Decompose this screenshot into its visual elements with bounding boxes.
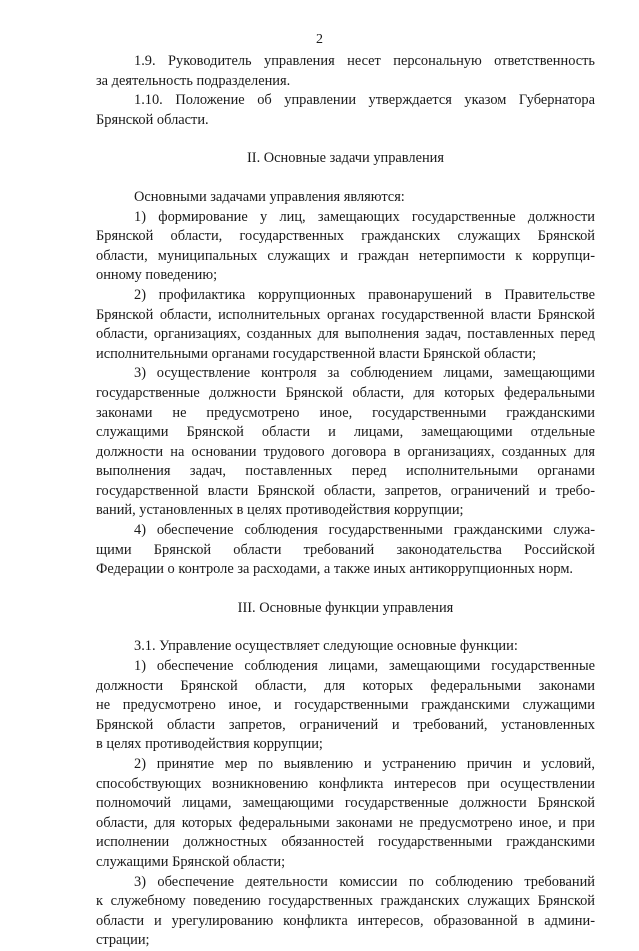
text-line: 1.9. Руководитель управления несет персональную ответственность xyxy=(134,53,595,69)
text-line: не предусмотрено иное, и государственными гражданскими служащими xyxy=(96,697,595,714)
text-line: 3) осуществление контроля за соблюдением лицами, замещающими xyxy=(134,365,595,382)
text-line: ваний, установленных в целях противодействия коррупции; xyxy=(96,502,464,519)
paragraph xyxy=(96,873,595,951)
paragraph xyxy=(96,521,595,580)
paragraph xyxy=(96,657,595,755)
text-line: 4) обеспечение соблюдения государственными гражданскими служа- xyxy=(134,522,595,539)
text-line: в целях противодействия коррупции; xyxy=(96,736,323,753)
paragraph xyxy=(96,52,595,91)
text-line: способствующих возникновению конфликта интересов при осуществлении xyxy=(96,775,595,792)
paragraph xyxy=(96,208,595,286)
text-line: 2) принятие мер по выявлению и устранению причин и условий, xyxy=(134,756,595,772)
text-line: Брянской области запретов, ограничений и требований, установленных xyxy=(96,716,595,733)
text-line: Брянской области, государственных гражданских служащих Брянской xyxy=(96,228,595,245)
text-line: 1) обеспечение соблюдения лицами, замещающими государственные xyxy=(134,658,595,675)
block-gap xyxy=(96,130,595,149)
text-line: должности Брянской области, для которых федеральными законами xyxy=(96,677,595,694)
paragraph xyxy=(96,188,595,208)
text-line: 1) формирование у лиц, замещающих государственные должности xyxy=(134,208,595,225)
text-line: служащими Брянской области и лицами, замещающими отдельные xyxy=(96,424,595,441)
text-line: служащими Брянской области; xyxy=(96,853,286,870)
text-line: Брянской области, исполнительных органах государственной власти Брянской xyxy=(96,306,595,323)
text-line: исполнительными органами государственной власти Брянской области; xyxy=(96,345,537,362)
paragraph xyxy=(96,637,595,657)
text-line: выполнения задач, поставленных перед исполнительными органами xyxy=(96,463,595,480)
paragraph xyxy=(96,755,595,873)
text-line: области, муниципальных служащих и граждан нетерпимости к коррупци- xyxy=(96,247,595,264)
text-line: к служебному поведению государственных гражданских служащих Брянской xyxy=(96,893,595,910)
section-heading: III. Основные функции управления xyxy=(237,599,454,616)
text-line: страции; xyxy=(96,932,150,949)
text-line: Брянской области. xyxy=(96,111,209,128)
block-gap xyxy=(96,169,595,188)
text-line: 3.1. Управление осуществляет следующие основные функции: xyxy=(134,638,518,655)
text-line: онному поведению; xyxy=(96,267,218,284)
text-line: 3) обеспечение деятельности комиссии по соблюдению требований xyxy=(134,873,595,890)
text-line: государственной власти Брянской области, запретов, ограничений и требо- xyxy=(96,482,595,499)
text-line: области и урегулированию конфликта интересов, образованной в админи- xyxy=(96,912,595,929)
section-heading: II. Основные задачи управления xyxy=(246,150,445,167)
block-gap xyxy=(96,580,595,599)
text-line: законами не предусмотрено иное, государственными гражданскими xyxy=(96,404,595,421)
text-line: Основными задачами управления являются: xyxy=(134,188,405,205)
text-line: полномочий лицами, замещающими государственные должности Брянской xyxy=(96,795,595,812)
document-body xyxy=(96,52,595,951)
text-line: должности на основании трудового договора в организациях, созданных для xyxy=(96,443,595,460)
paragraph xyxy=(96,364,595,521)
page-number: 2 xyxy=(316,32,323,47)
text-line: 2) профилактика коррупционных правонарушений в Правительстве xyxy=(134,286,595,303)
text-line: области, организациях, созданных для выполнения задач, поставленных перед xyxy=(96,326,595,343)
text-line: исполнении должностных обязанностей государственными гражданскими xyxy=(96,834,595,851)
block-gap xyxy=(96,618,595,637)
text-line: Федерации о контроле за расходами, а также иных антикоррупционных норм. xyxy=(96,561,574,578)
text-line: щими Брянской области требований законодательства Российской xyxy=(96,541,595,558)
paragraph xyxy=(96,91,595,130)
text-line: области, для которых федеральными законами не предусмотрено иное, и при xyxy=(96,814,595,831)
text-line: за деятельность подразделения. xyxy=(96,72,291,89)
text-line: 1.10. Положение об управлении утверждается указом Губернатора xyxy=(134,92,595,109)
text-line: государственные должности Брянской области, для которых федеральными xyxy=(96,384,595,401)
paragraph xyxy=(96,286,595,364)
